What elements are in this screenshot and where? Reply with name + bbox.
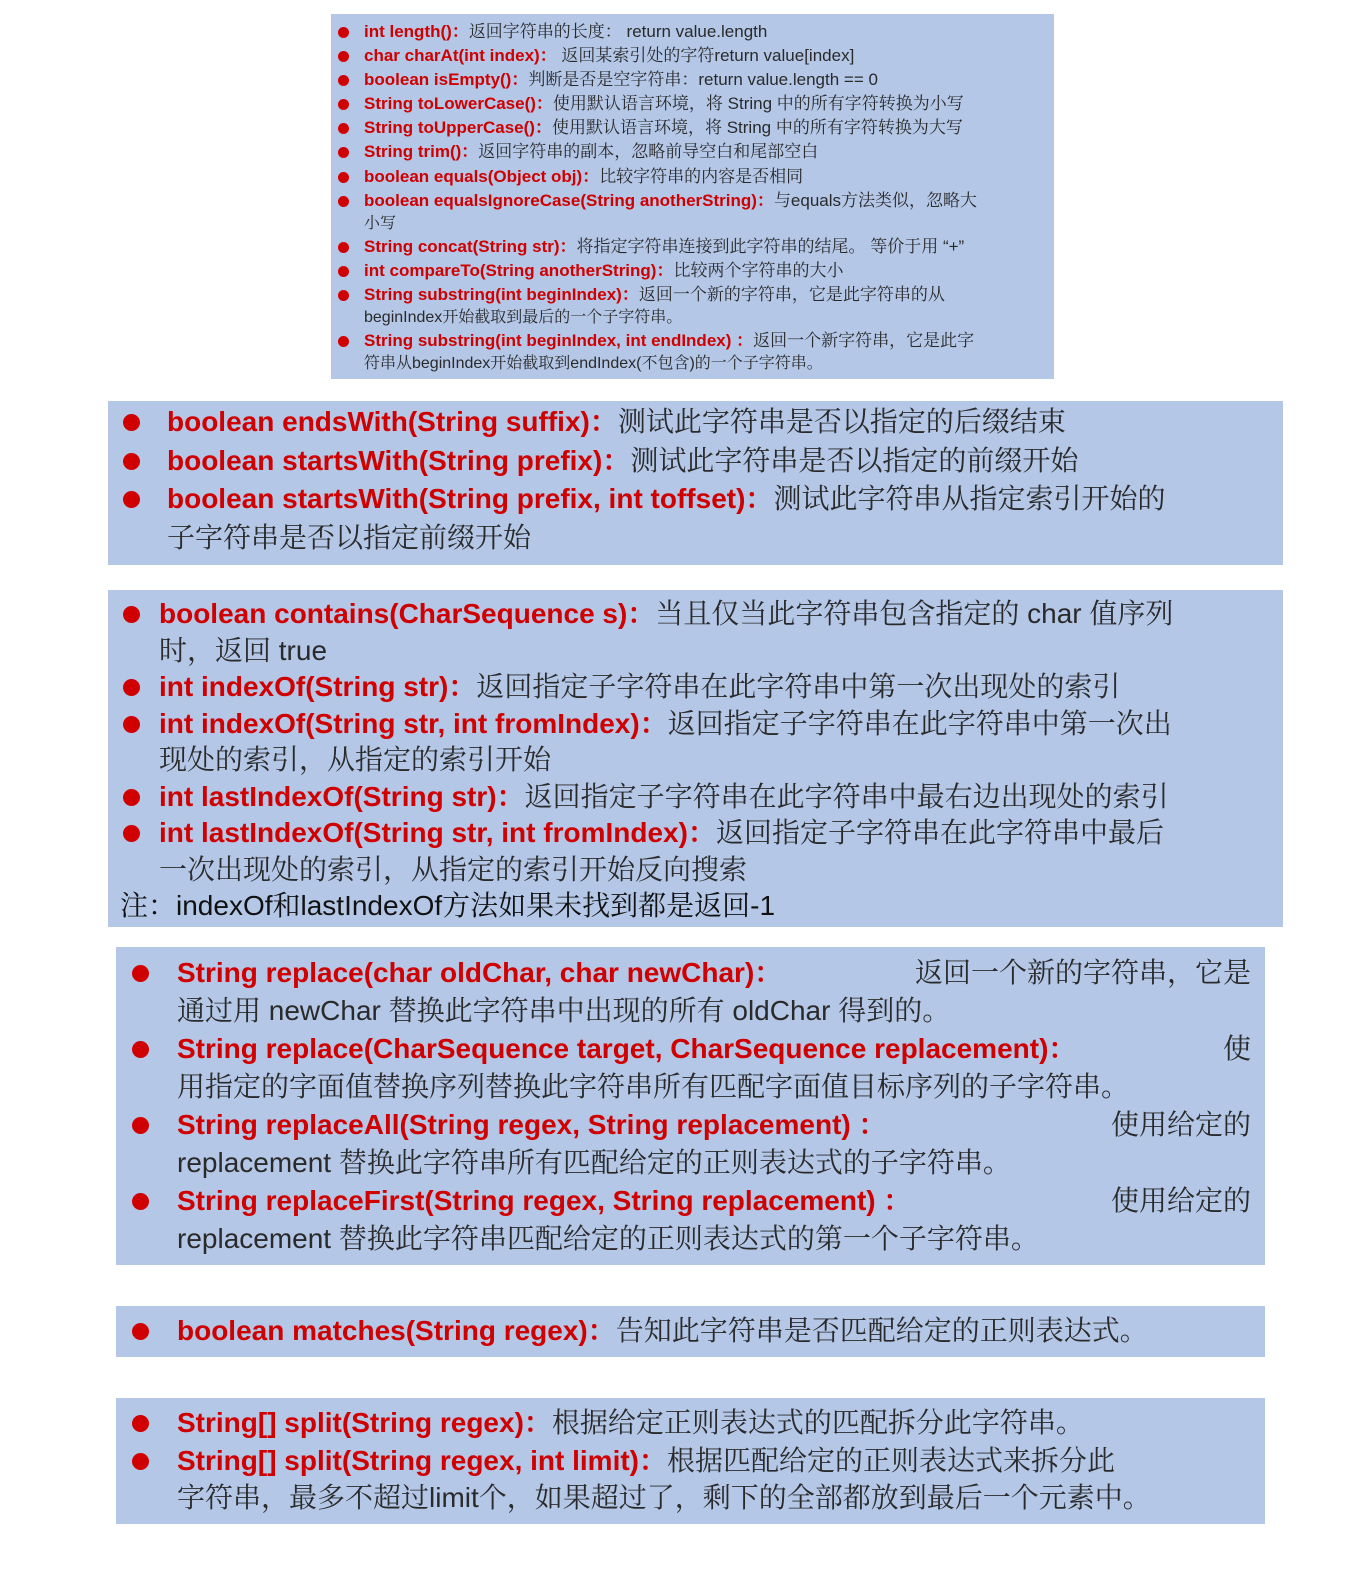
method-item-matches: boolean matches(String regex)：告知此字符串是否匹配给定的正则表达式。 xyxy=(177,1312,1265,1350)
method-description: 使 xyxy=(1222,1033,1251,1064)
method-description: 使用给定的 xyxy=(1110,1185,1251,1216)
method-description-continued: replacement 替换此字符串所有匹配给定的正则表达式的子字符串。 xyxy=(177,1147,1011,1178)
method-description: 返回指定子字符串在此字符串中最右边出现处的索引 xyxy=(524,780,1169,812)
string-methods-basic-panel xyxy=(331,14,1054,379)
method-signature: int lastIndexOf(String str) xyxy=(159,780,497,812)
method-description: 测试此字符串是否以指定的后缀结束 xyxy=(617,406,1066,437)
method-item-replace-char: String replace(char oldChar, char newChar)： 返回一个新的字符串，它是 通过用 newChar 替换此字符串中出现的所有 oldChar 得到的。 xyxy=(177,954,1265,1030)
method-item-lastindexof: int lastIndexOf(String str)：返回指定子字符串在此字符串中最右边出现处的索引 xyxy=(159,779,1283,816)
string-methods-search-panel xyxy=(108,590,1283,927)
bullet-icon xyxy=(338,51,349,62)
method-item-touppercase: String toUpperCase()：使用默认语言环境，将 String 中的所有字符转换为大写 xyxy=(364,116,1054,140)
method-signature: String replace(CharSequence target, CharSequence replacement) xyxy=(177,1033,1049,1064)
method-description-continued: 时，返回 true xyxy=(159,634,328,666)
method-signature: String[] split(String regex) xyxy=(177,1407,524,1438)
method-signature: int indexOf(String str) xyxy=(159,671,449,702)
bullet-icon xyxy=(123,414,140,431)
method-item-indexof-from: int indexOf(String str, int fromIndex)：返回指定子字符串在此字符串中第一次出 现处的索引，从指定的索引开始 xyxy=(159,706,1283,779)
method-description: 当且仅当此字符串包含指定的 char 值序列 xyxy=(655,598,1174,629)
method-item-length: int length()：返回字符串的长度： return value.length xyxy=(364,20,1054,44)
method-description: 测试此字符串是否以指定的前缀开始 xyxy=(630,444,1079,476)
method-description: 使用默认语言环境，将 String 中的所有字符转换为小写 xyxy=(552,94,964,114)
method-signature: boolean isEmpty() xyxy=(364,70,512,90)
method-description-continued: 小写 xyxy=(364,214,397,232)
bullet-icon xyxy=(338,196,349,207)
method-description: 使用给定的 xyxy=(1110,1109,1251,1140)
method-item-indexof: int indexOf(String str)：返回指定子字符串在此字符串中第一次出现处的索引 xyxy=(159,669,1283,706)
bullet-icon xyxy=(123,453,140,470)
string-methods-prefix-suffix-panel xyxy=(108,401,1283,565)
bullet-icon xyxy=(132,965,149,982)
method-signature: boolean startsWith(String prefix) xyxy=(167,444,603,476)
bullet-icon xyxy=(132,1415,149,1432)
method-description: 与equals方法类似，忽略大 xyxy=(773,190,978,210)
method-item-replacefirst: String replaceFirst(String regex, String replacement) ： 使用给定的 replacement 替换此字符串匹配给定的正则表达式的第一个子字符串。 xyxy=(177,1182,1265,1258)
method-signature: boolean startsWith(String prefix, int toffset) xyxy=(167,483,746,514)
method-item-split: String[] split(String regex)：根据给定正则表达式的匹配拆分此字符串。 xyxy=(177,1404,1265,1442)
method-description: 返回某索引处的字符return value[index] xyxy=(556,46,855,66)
bullet-icon xyxy=(338,99,349,110)
method-description: 返回字符串的副本，忽略前导空白和尾部空白 xyxy=(478,142,819,162)
method-signature: int length() xyxy=(364,22,452,41)
bullet-icon xyxy=(338,123,349,134)
method-description: 测试此字符串从指定索引开始的 xyxy=(773,483,1166,514)
method-signature: String replaceFirst(String regex, String replacement) xyxy=(177,1185,876,1216)
method-signature: String substring(int beginIndex) xyxy=(364,284,622,304)
method-description-continued: 子字符串是否以指定前缀开始 xyxy=(167,521,532,553)
method-description: 判断是否是空字符串：return value.length == 0 xyxy=(528,70,878,90)
method-signature: int indexOf(String str, int fromIndex) xyxy=(159,707,640,739)
method-signature: String toUpperCase() xyxy=(364,118,535,138)
method-item-trim: String trim()：返回字符串的副本，忽略前导空白和尾部空白 xyxy=(364,140,1054,164)
method-item-replaceall: String replaceAll(String regex, String replacement) ： 使用给定的 replacement 替换此字符串所有匹配给定的正则表达式的子字符串。 xyxy=(177,1106,1265,1182)
bullet-icon xyxy=(123,679,140,696)
method-item-tolowercase: String toLowerCase()：使用默认语言环境，将 String 中的所有字符转换为小写 xyxy=(364,92,1054,116)
string-methods-matches-panel xyxy=(116,1306,1265,1357)
bullet-icon xyxy=(338,290,349,301)
method-item-isempty: boolean isEmpty()：判断是否是空字符串：return value.length == 0 xyxy=(364,68,1054,92)
method-item-replace-charsequence: String replace(CharSequence target, CharSequence replacement)： 使 用指定的字面值替换序列替换此字符串所有匹配字面值目标序列的子字符串。 xyxy=(177,1030,1265,1106)
method-signature: boolean endsWith(String suffix) xyxy=(167,406,590,437)
method-description: 返回指定子字符串在此字符串中最后 xyxy=(715,817,1164,848)
method-signature: int lastIndexOf(String str, int fromIndex) xyxy=(159,817,688,848)
method-description: 比较两个字符串的大小 xyxy=(673,260,844,280)
method-description: 返回一个新的字符串，它是 xyxy=(914,957,1251,988)
bullet-icon xyxy=(132,1193,149,1210)
method-description: 比较字符串的内容是否相同 xyxy=(599,166,804,186)
bullet-icon xyxy=(338,172,349,183)
method-description: 将指定字符串连接到此字符串的结尾。 等价于用 “+” xyxy=(576,236,965,256)
method-description-continued: replacement 替换此字符串匹配给定的正则表达式的第一个子字符串。 xyxy=(177,1223,1039,1254)
method-signature: boolean contains(CharSequence s) xyxy=(159,598,628,629)
bullet-icon xyxy=(132,1323,149,1340)
bullet-icon xyxy=(338,147,349,158)
method-item-compareto: int compareTo(String anotherString)：比较两个字符串的大小 xyxy=(364,259,1054,283)
method-item-substring-begin-end: String substring(int beginIndex, int endIndex) ：返回一个新字符串，它是此字 符串从beginIndex开始截取到endIndex(不包含)的一个子字符串。 xyxy=(364,329,1054,375)
method-item-endswith: boolean endsWith(String suffix)：测试此字符串是否以指定的后缀结束 xyxy=(167,403,1283,442)
bullet-icon xyxy=(338,75,349,86)
method-item-lastindexof-from: int lastIndexOf(String str, int fromIndex)：返回指定子字符串在此字符串中最后 一次出现处的索引，从指定的索引开始反向搜索 xyxy=(159,815,1283,888)
method-signature: String substring(int beginIndex, int endIndex) xyxy=(364,331,732,351)
method-signature: String trim() xyxy=(364,142,462,162)
method-description: 告知此字符串是否匹配给定的正则表达式。 xyxy=(615,1315,1148,1346)
method-item-split-limit: String[] split(String regex, int limit)：根据匹配给定的正则表达式来拆分此 字符串，最多不超过limit个，如果超过了，剩下的全部都放到最后一个元素中。 xyxy=(177,1442,1265,1517)
method-signature: String toLowerCase() xyxy=(364,94,536,114)
method-signature: String[] split(String regex, int limit) xyxy=(177,1444,639,1476)
bullet-icon xyxy=(123,491,140,508)
method-signature: int compareTo(String anotherString) xyxy=(364,260,657,280)
method-signature: String replace(char oldChar, char newChar) xyxy=(177,957,755,988)
bullet-icon xyxy=(132,1117,149,1134)
method-signature: boolean equals(Object obj) xyxy=(364,166,583,186)
bullet-icon xyxy=(338,27,349,38)
method-description-continued: 用指定的字面值替换序列替换此字符串所有匹配字面值目标序列的子字符串。 xyxy=(177,1071,1130,1102)
method-description-continued: 一次出现处的索引，从指定的索引开始反向搜索 xyxy=(159,853,748,885)
method-description: 返回字符串的长度： return value.length xyxy=(468,22,768,41)
method-signature: String concat(String str) xyxy=(364,236,560,256)
method-description: 返回指定子字符串在此字符串中第一次出 xyxy=(667,707,1172,739)
method-description: 根据匹配给定的正则表达式来拆分此 xyxy=(667,1444,1116,1476)
bullet-icon xyxy=(123,606,140,623)
bullet-icon xyxy=(123,716,140,733)
method-item-startswith-offset: boolean startsWith(String prefix, int toffset)：测试此字符串从指定索引开始的 子字符串是否以指定前缀开始 xyxy=(167,480,1283,557)
bullet-icon xyxy=(123,825,140,842)
method-description: 返回指定子字符串在此字符串中第一次出现处的索引 xyxy=(476,671,1121,702)
method-description: 使用默认语言环境，将 String 中的所有字符转换为大写 xyxy=(551,118,963,138)
bullet-icon xyxy=(132,1041,149,1058)
indexof-note: 注：indexOf和lastIndexOf方法如果未找到都是返回-1 xyxy=(120,890,776,921)
method-signature: String replaceAll(String regex, String replacement) xyxy=(177,1109,851,1140)
bullet-icon xyxy=(338,336,349,347)
bullet-icon xyxy=(132,1453,149,1470)
string-methods-split-panel xyxy=(116,1398,1265,1524)
string-methods-replace-panel xyxy=(116,947,1265,1265)
method-item-concat: String concat(String str)：将指定字符串连接到此字符串的结尾。 等价于用 “+” xyxy=(364,235,1054,259)
method-description-continued: 通过用 newChar 替换此字符串中出现的所有 oldChar 得到的。 xyxy=(177,995,951,1026)
method-item-contains: boolean contains(CharSequence s)：当且仅当此字符串包含指定的 char 值序列 时，返回 true xyxy=(159,596,1283,669)
method-signature: boolean equalsIgnoreCase(String anotherString) xyxy=(364,190,757,210)
method-description-continued: beginIndex开始截取到最后的一个子字符串。 xyxy=(364,309,683,327)
method-item-equalsignorecase: boolean equalsIgnoreCase(String anotherString)：与equals方法类似，忽略大 小写 xyxy=(364,189,1054,235)
method-description: 返回一个新的字符串，它是此字符串的从 xyxy=(638,284,945,304)
bullet-icon xyxy=(123,789,140,806)
method-item-charat: char charAt(int index)： 返回某索引处的字符return value[index] xyxy=(364,44,1054,68)
method-description-continued: 现处的索引，从指定的索引开始 xyxy=(159,744,552,775)
bullet-icon xyxy=(338,242,349,253)
method-signature: char charAt(int index) xyxy=(364,46,540,66)
method-item-startswith: boolean startsWith(String prefix)：测试此字符串是否以指定的前缀开始 xyxy=(167,442,1283,481)
method-item-substring-begin: String substring(int beginIndex)：返回一个新的字符串，它是此字符串的从 beginIndex开始截取到最后的一个子字符串。 xyxy=(364,283,1054,329)
method-description-continued: 符串从beginIndex开始截取到endIndex(不包含)的一个子字符串。 xyxy=(364,355,823,373)
method-description: 根据给定正则表达式的匹配拆分此字符串。 xyxy=(551,1407,1084,1438)
method-signature: boolean matches(String regex) xyxy=(177,1315,588,1346)
method-description-continued: 字符串，最多不超过limit个，如果超过了，剩下的全部都放到最后一个元素中。 xyxy=(177,1482,1151,1513)
method-item-equals: boolean equals(Object obj)：比较字符串的内容是否相同 xyxy=(364,165,1054,189)
method-description: 返回一个新字符串，它是此字 xyxy=(753,331,975,351)
bullet-icon xyxy=(338,266,349,277)
